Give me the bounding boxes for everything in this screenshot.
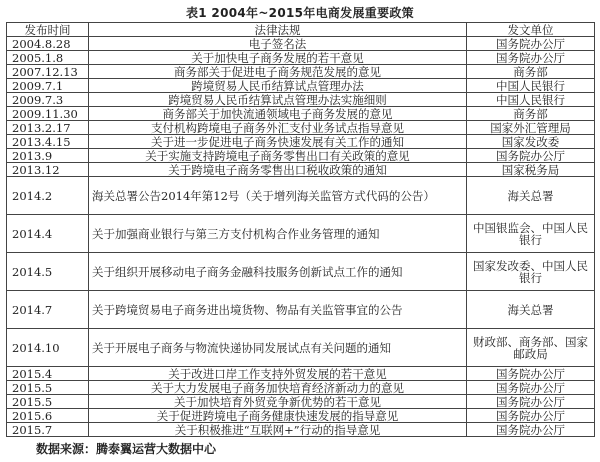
law-cell: 跨境贸易人民币结算试点管理办法 — [89, 79, 467, 93]
table-row — [7, 51, 595, 65]
date-cell: 2014.2 — [7, 177, 89, 215]
issuer-cell: 国家外汇管理局 — [467, 121, 595, 135]
issuer-cell: 国务院办公厅 — [467, 367, 595, 381]
date-cell: 2007.12.13 — [7, 65, 89, 79]
law-cell: 关于加强商业银行与第三方支付机构合作业务管理的通知 — [89, 215, 467, 253]
date-cell: 2015.5 — [7, 395, 89, 409]
issuer-cell: 国务院办公厅 — [467, 423, 595, 437]
date-cell: 2015.7 — [7, 423, 89, 437]
table-row — [7, 253, 595, 291]
issuer-cell: 中国银监会、中国人民银行 — [467, 215, 595, 253]
date-cell: 2013.12 — [7, 163, 89, 177]
issuer-cell: 海关总署 — [467, 291, 595, 329]
issuer-cell: 国务院办公厅 — [467, 51, 595, 65]
law-cell: 关于大力发展电子商务加快培育经济新动力的意见 — [89, 381, 467, 395]
issuer-cell: 中国人民银行 — [467, 79, 595, 93]
issuer-cell: 财政部、商务部、国家邮政局 — [467, 329, 595, 367]
law-cell: 关于加快电子商务发展的若干意见 — [89, 51, 467, 65]
issuer-cell: 国务院办公厅 — [467, 149, 595, 163]
table-row — [7, 37, 595, 51]
law-cell: 支付机构跨境电子商务外汇支付业务试点指导意见 — [89, 121, 467, 135]
table-row — [7, 163, 595, 177]
table-title: 表1 2004年~2015年电商发展重要政策 — [186, 6, 414, 20]
table-row — [7, 395, 595, 409]
date-cell: 2009.11.30 — [7, 107, 89, 121]
date-cell: 2014.7 — [7, 291, 89, 329]
table-header-row — [7, 23, 595, 37]
law-cell: 关于加快培育外贸竞争新优势的若干意见 — [89, 395, 467, 409]
date-cell: 2014.4 — [7, 215, 89, 253]
law-cell: 关于改进口岸工作支持外贸发展的若干意见 — [89, 367, 467, 381]
law-cell: 商务部关于加快流通领域电子商务发展的意见 — [89, 107, 467, 121]
header-date: 发布时间 — [7, 23, 89, 37]
table-row — [7, 367, 595, 381]
header-issuer: 发文单位 — [467, 23, 595, 37]
date-cell: 2014.10 — [7, 329, 89, 367]
date-cell: 2013.2.17 — [7, 121, 89, 135]
law-cell: 关于进一步促进电子商务快速发展有关工作的通知 — [89, 135, 467, 149]
issuer-cell: 国务院办公厅 — [467, 37, 595, 51]
law-cell: 商务部关于促进电子商务规范发展的意见 — [89, 65, 467, 79]
law-cell: 关于促进跨境电子商务健康快速发展的指导意见 — [89, 409, 467, 423]
date-cell: 2013.4.15 — [7, 135, 89, 149]
table-row — [7, 65, 595, 79]
table-row — [7, 423, 595, 437]
table-row — [7, 291, 595, 329]
issuer-cell: 国家税务局 — [467, 163, 595, 177]
law-cell: 关于组织开展移动电子商务金融科技服务创新试点工作的通知 — [89, 253, 467, 291]
table-row — [7, 121, 595, 135]
date-cell: 2009.7.3 — [7, 93, 89, 107]
date-cell: 2005.1.8 — [7, 51, 89, 65]
date-cell: 2014.5 — [7, 253, 89, 291]
table-row — [7, 177, 595, 215]
header-law: 法律法规 — [89, 23, 467, 37]
law-cell: 海关总署公告2014年第12号（关于增列海关监管方式代码的公告） — [89, 177, 467, 215]
issuer-cell: 国务院办公厅 — [467, 381, 595, 395]
date-cell: 2004.8.28 — [7, 37, 89, 51]
law-cell: 关于开展电子商务与物流快递协同发展试点有关问题的通知 — [89, 329, 467, 367]
issuer-cell: 国务院办公厅 — [467, 409, 595, 423]
table-row — [7, 93, 595, 107]
date-cell: 2015.6 — [7, 409, 89, 423]
law-cell: 关于实施支持跨境电子商务零售出口有关政策的意见 — [89, 149, 467, 163]
table-row — [7, 329, 595, 367]
issuer-cell: 中国人民银行 — [467, 93, 595, 107]
law-cell: 电子签名法 — [89, 37, 467, 51]
date-cell: 2015.5 — [7, 381, 89, 395]
policy-table — [6, 22, 595, 437]
table-row — [7, 381, 595, 395]
issuer-cell: 海关总署 — [467, 177, 595, 215]
issuer-cell: 商务部 — [467, 65, 595, 79]
table-row — [7, 135, 595, 149]
issuer-cell: 国家发改委、中国人民银行 — [467, 253, 595, 291]
data-source-note: 数据来源：腾泰翼运营大数据中心 — [36, 442, 217, 456]
law-cell: 关于跨境贸易电子商务进出境货物、物品有关监管事宜的公告 — [89, 291, 467, 329]
date-cell: 2009.7.1 — [7, 79, 89, 93]
table-row — [7, 107, 595, 121]
issuer-cell: 国家发改委 — [467, 135, 595, 149]
law-cell: 跨境贸易人民币结算试点管理办法实施细则 — [89, 93, 467, 107]
law-cell: 关于跨境电子商务零售出口税收政策的通知 — [89, 163, 467, 177]
table-row — [7, 215, 595, 253]
table-row — [7, 149, 595, 163]
issuer-cell: 商务部 — [467, 107, 595, 121]
date-cell: 2015.4 — [7, 367, 89, 381]
table-row — [7, 409, 595, 423]
table-row — [7, 79, 595, 93]
law-cell: 关于积极推进“互联网+”行动的指导意见 — [89, 423, 467, 437]
date-cell: 2013.9 — [7, 149, 89, 163]
issuer-cell: 国务院办公厅 — [467, 395, 595, 409]
table-body — [7, 37, 595, 437]
